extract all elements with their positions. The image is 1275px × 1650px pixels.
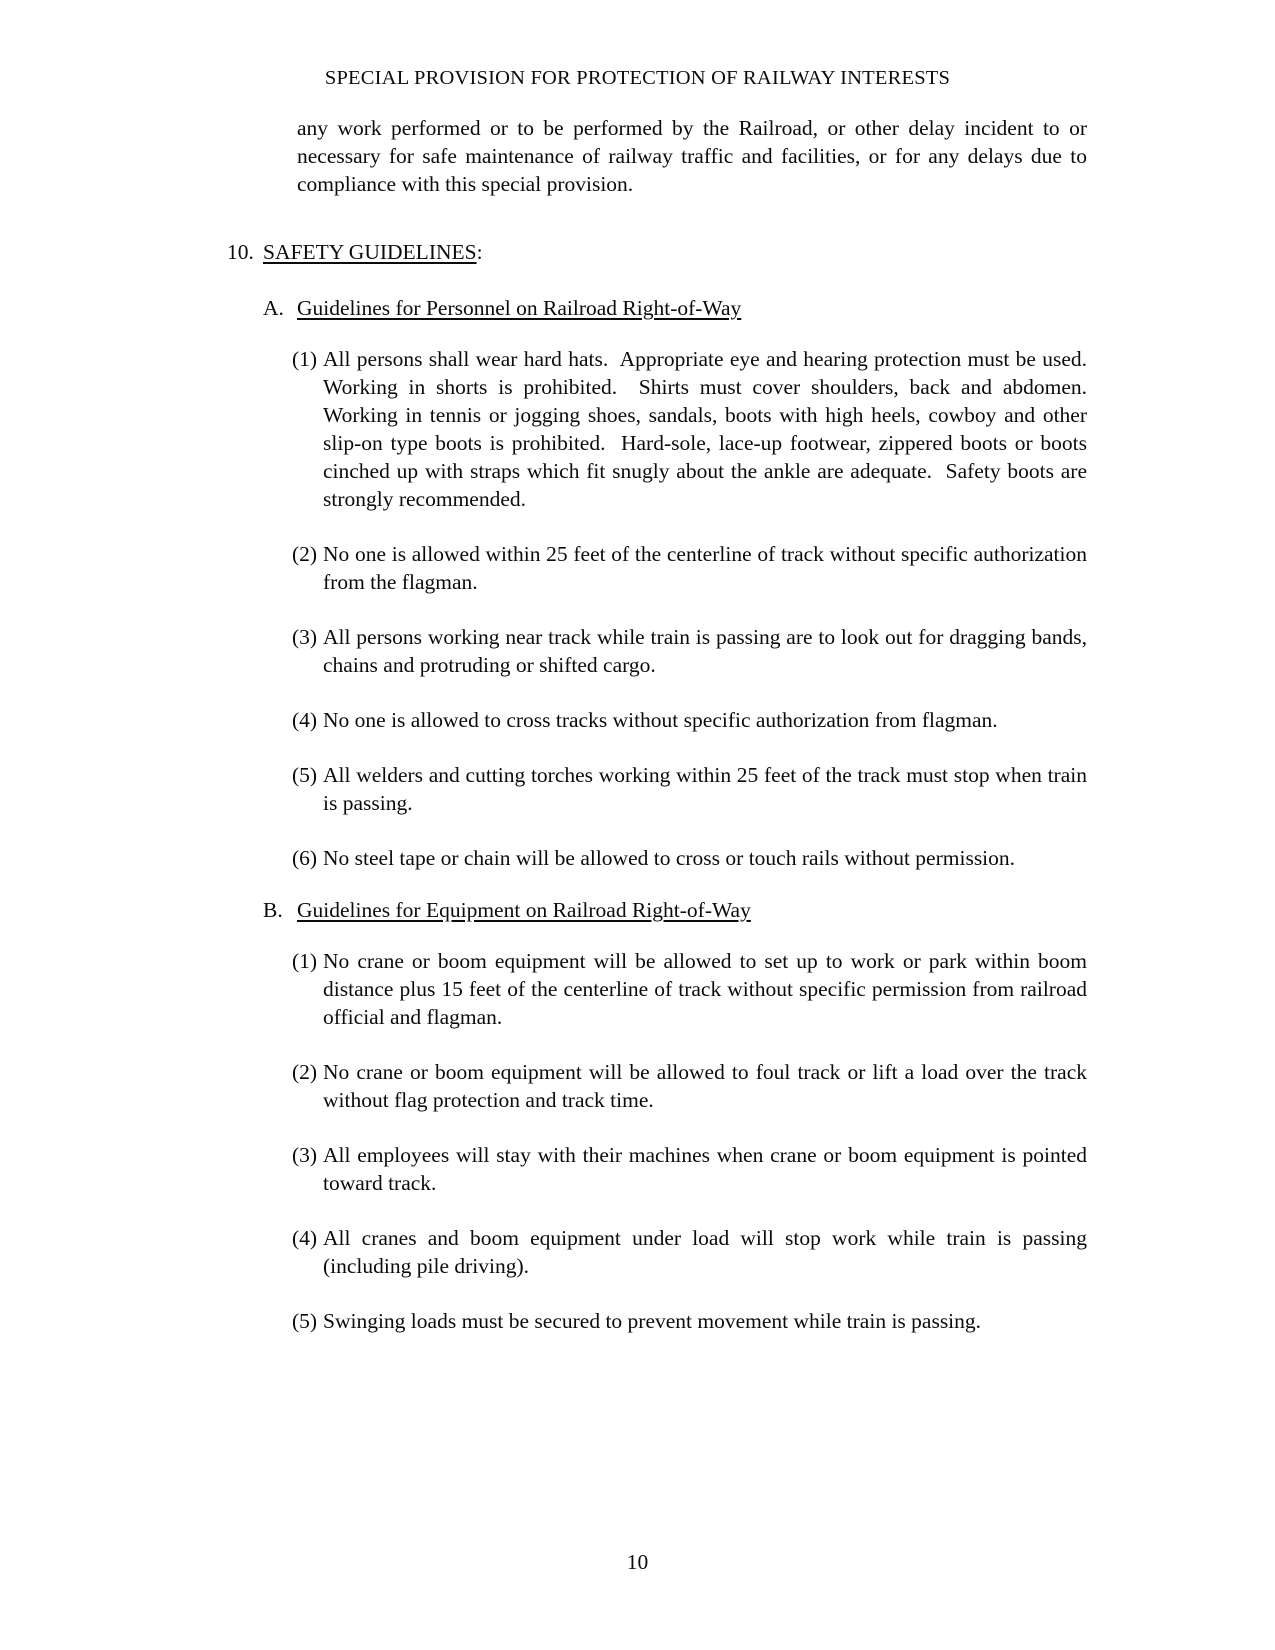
subsection-a-heading [263, 294, 1275, 322]
list-item-text: No one is allowed to cross tracks without specific authorization from flagman. [323, 708, 998, 732]
list-item-number: (6) [292, 846, 318, 870]
list-item-number: (5) [292, 1309, 318, 1333]
list-item-a1 [292, 345, 1098, 513]
list-item-number: (1) [292, 949, 318, 973]
list-item-b5 [292, 1307, 1087, 1335]
list-item-number: (2) [292, 542, 318, 566]
list-item-b2 [292, 1058, 1093, 1114]
section-number: 10. [227, 240, 254, 264]
list-item-text: All persons working near track while train is passing are to look out for dragging bands, chains and protruding or shifted cargo. [323, 625, 1093, 677]
list-item-number: (1) [292, 347, 318, 371]
list-item-text: No steel tape or chain will be allowed to cross or touch rails without permission. [323, 846, 1016, 870]
list-item-b3 [292, 1141, 1093, 1197]
subsection-b-label: B. [263, 898, 283, 922]
section-title: SAFETY GUIDELINES [263, 240, 477, 264]
list-item-text: All welders and cutting torches working within 25 feet of the track must stop when train is passing. [323, 763, 1093, 815]
list-item-a6 [292, 844, 1087, 872]
list-item-b4 [292, 1224, 1093, 1280]
list-item-text: All employees will stay with their machines when crane or boom equipment is pointed toward track. [323, 1143, 1093, 1195]
subsection-a-title: Guidelines for Personnel on Railroad Right-of-Way [297, 296, 742, 320]
list-item-number: (3) [292, 1143, 318, 1167]
list-item-number: (4) [292, 708, 318, 732]
list-item-a2 [292, 540, 1093, 596]
list-item-text: Swinging loads must be secured to prevent movement while train is passing. [323, 1309, 982, 1333]
list-item-b1 [292, 947, 1093, 1031]
subsection-b-heading [263, 896, 1275, 924]
subsection-a-label: A. [263, 296, 284, 320]
list-item-text: No crane or boom equipment will be allowed to foul track or lift a load over the track without flag protection and track time. [323, 1060, 1093, 1112]
section-title-colon: : [476, 240, 483, 264]
list-item-text: All cranes and boom equipment under load will stop work while train is passing (including pile driving). [323, 1226, 1093, 1278]
list-item-text: No crane or boom equipment will be allowed to set up to work or park within boom distance plus 15 feet of the centerline of track without specific permission from railroad official and flagman. [323, 949, 1093, 1029]
list-item-a3 [292, 623, 1093, 679]
list-item-number: (3) [292, 625, 318, 649]
list-item-text: No one is allowed within 25 feet of the centerline of track without specific authorization from the flagman. [323, 542, 1093, 594]
list-item-number: (5) [292, 763, 318, 787]
list-item-number: (2) [292, 1060, 318, 1084]
list-item-number: (4) [292, 1226, 318, 1250]
list-item-a4 [292, 706, 1087, 734]
page-number: 10 [626, 1550, 649, 1574]
intro-paragraph: any work performed or to be performed by the Railroad, or other delay incident to or necessary for safe maintenance of railway traffic and facilities, or for any delays due to compliance with this special provision. [297, 116, 1093, 196]
subsection-b-title: Guidelines for Equipment on Railroad Right-of-Way [297, 898, 751, 922]
section-heading [227, 238, 1275, 266]
list-item-text: All persons shall wear hard hats. Appropriate eye and hearing protection must be used. Working in shorts is prohibited. Shirts must cover shoulders, back and abdomen. Working in tennis or jogging shoes, sandals, boots with high heels, cowboy and other slip-on type boots is prohibited. Hard-sole, lace-up footwear, zippered boots or boots cinched up with straps which fit snugly about the ankle are adequate. Safety boots are strongly recommended. [323, 347, 1098, 511]
document-title: SPECIAL PROVISION FOR PROTECTION OF RAILWAY INTERESTS [324, 67, 951, 89]
list-item-a5 [292, 761, 1093, 817]
